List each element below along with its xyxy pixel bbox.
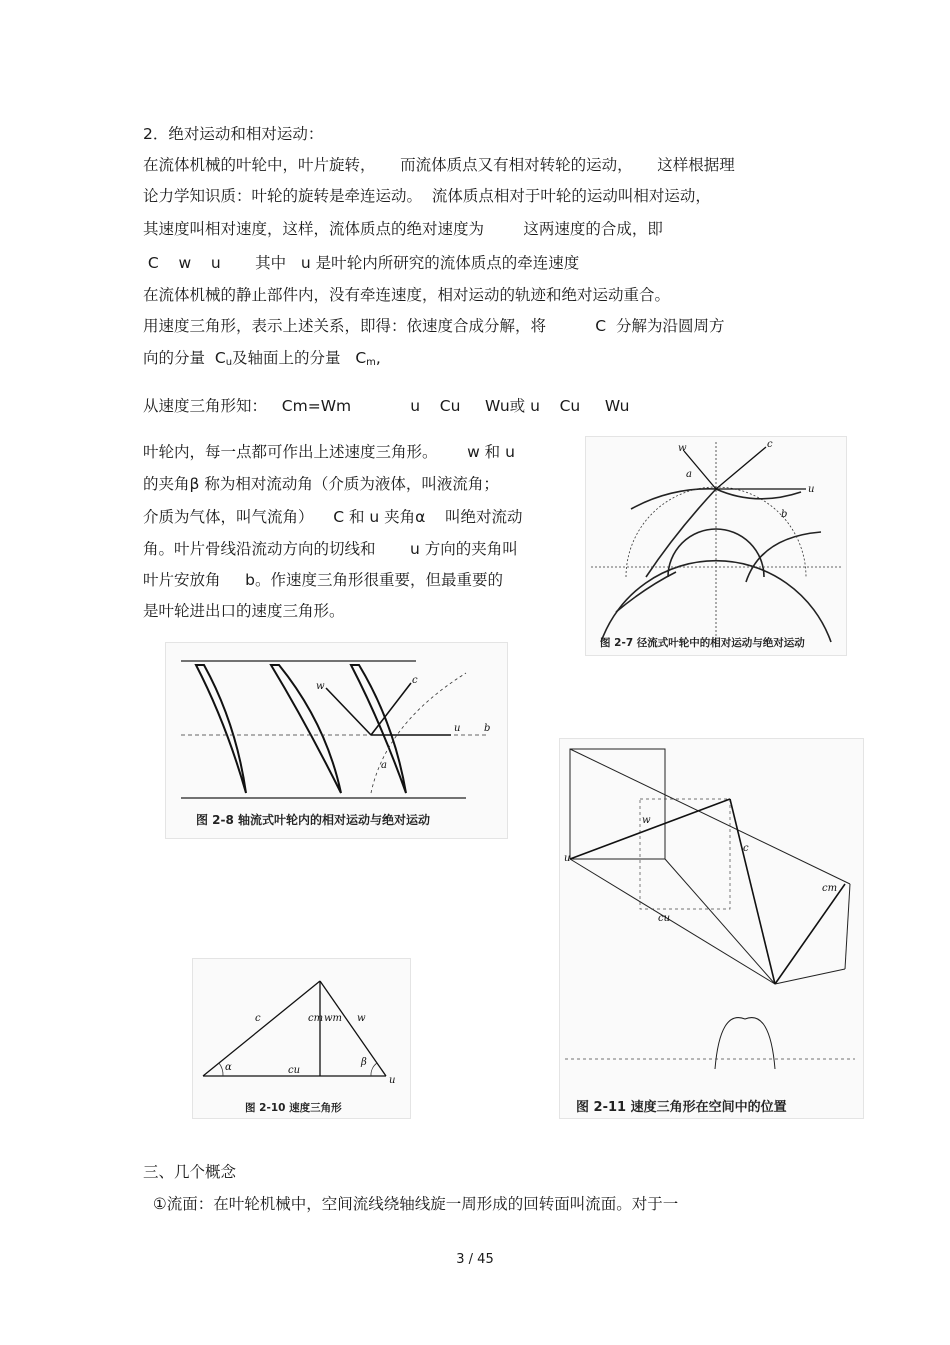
blade [646,489,716,577]
label-cu: cu [658,913,671,924]
label-c: c [412,675,418,686]
text-line [143,347,381,374]
hub-circle [668,529,764,577]
velocity-triangle-diagram [193,959,410,1118]
text-line: 2．绝对运动和相对运动： [143,125,324,143]
figure-2-10 [192,958,411,1119]
outer-circle [601,561,831,642]
label-b: b [484,723,491,734]
label-cm: cm [308,1013,324,1024]
text-fragment: 及轴面上的分量 C [232,349,367,367]
text-line: 叶片安放角 b。作速度三角形很重要，但最重要的 [143,571,503,589]
subscript: u [225,357,233,368]
text-line: 论力学知识质：叶轮的旋转是牵连运动。 流体质点相对于叶轮的运动叫相对运动， [143,187,711,205]
label-a: a [686,469,692,480]
text-line: 其速度叫相对速度，这样，流体质点的绝对速度为 这两速度的合成，即 [143,220,663,238]
vector-c [716,447,766,489]
text-line: 是叶轮进出口的速度三角形。 [143,602,345,620]
blade [746,532,821,582]
label-c: c [767,439,773,450]
blade [196,665,246,793]
blade [631,489,716,509]
figure-caption: 图 2-7 径流式叶轮中的相对运动与绝对运动 [600,637,805,649]
text-line: ①流面：在叶轮机械中，空间流线绕轴线旋一周形成的回转面叫流面。对于一 [143,1195,679,1213]
text-line: 角。叶片骨线沿流动方向的切线和 u 方向的夹角叫 [143,540,518,558]
box-edge [665,859,775,984]
label-w: w [642,815,651,826]
label-a: a [381,760,387,771]
figure-2-8 [165,642,508,839]
axial-impeller-diagram [166,643,507,838]
box-edge [845,884,850,969]
text-line: 从速度三角形知： Cm=Wm u Cu Wu或 u Cu Wu [143,397,630,415]
text-line: C w u 其中 u 是叶轮内所研究的流体质点的牵连速度 [143,254,580,272]
text-fragment: , [375,349,381,367]
vector-c [730,799,775,984]
text-line: 用速度三角形，表示上述关系，即得：依速度合成分解，将 C 分解为沿圆周方 [143,317,725,335]
figure-2-11 [559,738,864,1119]
figure-caption: 图 2-10 速度三角形 [245,1102,342,1114]
text-line: 叶轮内，每一点都可作出上述速度三角形。 w 和 u [143,443,515,461]
label-cu: cu [288,1065,301,1076]
vector-w [570,799,730,859]
label-c: c [743,843,749,854]
figure-caption: 图 2-11 速度三角形在空间中的位置 [576,1100,787,1115]
box-edge [570,749,665,859]
label-b: b [781,509,788,520]
label-cm: cm [822,883,838,894]
radial-impeller-diagram [586,437,846,655]
label-wm: wm [324,1013,343,1024]
box-edge [570,749,850,884]
blade [271,665,341,793]
figure-caption: 图 2-8 轴流式叶轮内的相对运动与绝对运动 [196,813,431,827]
box-edge [570,859,775,984]
blade-profile [715,1018,775,1069]
box-edge [775,969,845,984]
label-u: u [808,484,815,495]
vector-w [326,688,371,735]
figure-2-7 [585,436,847,656]
vector-c [203,981,320,1076]
label-beta: β [361,1057,367,1068]
vector-cm [775,884,845,984]
vector-w [320,981,386,1076]
label-alpha: α [225,1062,232,1073]
page-number: 3 / 45 [456,1252,494,1267]
spatial-velocity-triangle-diagram [560,739,863,1118]
blade [351,665,406,793]
text-line: 的夹角β 称为相对流动角（介质为液体，叫液流角； [143,475,499,493]
section-heading: 三、几个概念 [143,1163,237,1181]
angle-arc-beta [371,1063,377,1076]
streamline [371,673,466,793]
label-w: w [316,681,325,692]
label-u: u [454,723,461,734]
text-line: 在流体机械的静止部件内，没有牵连速度，相对运动的轨迹和绝对运动重合。 [143,286,671,304]
label-u: u [564,853,571,864]
vector-c [371,683,411,735]
angle-arc-alpha [219,1063,223,1076]
subscript: m [366,357,376,368]
text-line: 介质为气体，叫气流角） C 和 u 夹角α 叫绝对流动 [143,508,523,526]
label-c: c [255,1013,261,1024]
blade [616,572,676,612]
label-w: w [678,443,687,454]
label-w: w [357,1013,366,1024]
text-fragment: 向的分量 C [143,349,226,367]
label-u: u [389,1075,396,1086]
text-line: 在流体机械的叶轮中，叶片旋转， 而流体质点又有相对转轮的运动， 这样根据理 [143,156,735,174]
